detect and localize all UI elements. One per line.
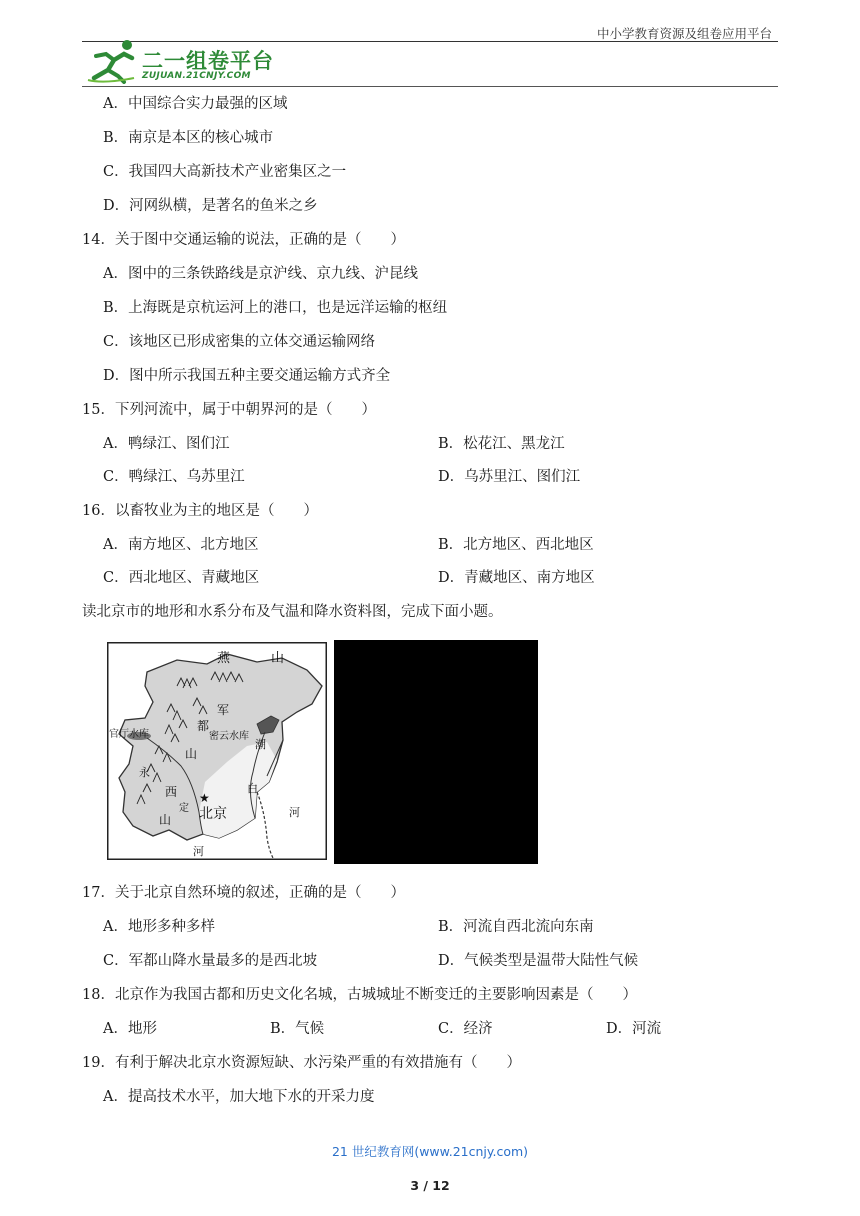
footer-website-link[interactable]: 21 世纪教育网(www.21cnjy.com)	[331, 1144, 529, 1159]
page-number: 3 / 12	[410, 1178, 450, 1193]
q14-option-d: D．图中所示我国五种主要交通运输方式齐全	[103, 368, 391, 384]
map-label-xi: 西	[165, 785, 178, 799]
map-label-jun: 军	[217, 703, 230, 717]
map-label-yong: 永	[139, 766, 150, 779]
q18-option-a: A．地形	[103, 1021, 157, 1037]
q16-option-c: C．西北地区、青藏地区	[103, 570, 260, 586]
q15-option-c: C．鸭绿江、乌苏里江	[103, 469, 245, 485]
q13-option-a: A．中国综合实力最强的区域	[103, 96, 288, 112]
site-logo[interactable]	[84, 38, 284, 84]
map-label-ding: 定	[179, 803, 189, 814]
map-label-guanting-reservoir: 官厅水库	[109, 729, 149, 740]
logo-subtitle: ZUJUAN.21CNJY.COM	[142, 71, 251, 81]
beijing-star-icon: ★	[199, 791, 210, 805]
q16-option-b: B．北方地区、西北地区	[438, 537, 594, 553]
header-divider-lower	[82, 86, 778, 87]
q16-option-d: D．青藏地区、南方地区	[438, 570, 595, 586]
map-label-miyun-reservoir: 密云水库	[209, 731, 249, 742]
map-label-du: 都	[197, 719, 210, 733]
map-label-he-south: 河	[193, 845, 204, 858]
q16-stem: 16．以畜牧业为主的地区是（ ）	[82, 503, 318, 519]
q17-option-d: D．气候类型是温带大陆性气候	[438, 953, 639, 969]
q18-option-d: D．河流	[606, 1021, 662, 1037]
map-label-shan-jundu: 山	[185, 747, 198, 761]
q18-option-b: B．气候	[270, 1021, 325, 1037]
q17-stem: 17．关于北京自然环境的叙述，正确的是（ ）	[82, 885, 405, 901]
q19-stem: 19．有利于解决北京水资源短缺、水污染严重的有效措施有（ ）	[82, 1055, 521, 1071]
q17-option-c: C．军都山降水量最多的是西北坡	[103, 953, 318, 969]
q18-stem: 18．北京作为我国古都和历史文化名城，古城城址不断变迁的主要影响因素是（ ）	[82, 987, 637, 1003]
passage-intro: 读北京市的地形和水系分布及气温和降水资料图，完成下面小题。	[82, 604, 503, 620]
q13-option-d: D．河网纵横，是著名的鱼米之乡	[103, 198, 318, 214]
map-label-shan-west: 山	[159, 813, 172, 827]
q16-option-a: A．南方地区、北方地区	[103, 537, 259, 553]
q14-option-b: B．上海既是京杭运河上的港口，也是远洋运输的枢纽	[103, 300, 448, 316]
q13-option-c: C．我国四大高新技术产业密集区之一	[103, 164, 347, 180]
q14-option-c: C．该地区已形成密集的立体交通运输网络	[103, 334, 376, 350]
q15-option-d: D．乌苏里江、图们江	[438, 469, 581, 485]
map-label-chao: 潮	[255, 738, 266, 751]
q19-option-a: A．提高技术水平，加大地下水的开采力度	[103, 1089, 375, 1105]
q13-option-b: B．南京是本区的核心城市	[103, 130, 274, 146]
q18-option-c: C．经济	[438, 1021, 493, 1037]
header-platform-text: 中小学教育资源及组卷应用平台	[596, 26, 772, 41]
q17-option-b: B．河流自西北流向东南	[438, 919, 594, 935]
beijing-terrain-map	[107, 642, 327, 860]
climate-chart-redacted	[334, 640, 538, 864]
map-label-yan: 燕	[217, 651, 231, 666]
beijing-map-svg	[107, 642, 327, 860]
q15-option-b: B．松花江、黑龙江	[438, 436, 565, 452]
q15-option-a: A．鸭绿江、图们江	[103, 436, 230, 452]
map-label-he-east: 河	[289, 806, 300, 819]
q14-stem: 14．关于图中交通运输的说法，正确的是（ ）	[82, 232, 405, 248]
map-label-bai: 白	[247, 782, 258, 795]
runner-logo-icon	[84, 38, 140, 84]
map-label-shan-north: 山	[271, 651, 285, 666]
q15-stem: 15．下列河流中，属于中朝界河的是（ ）	[82, 402, 376, 418]
q14-option-a: A．图中的三条铁路线是京沪线、京九线、沪昆线	[103, 266, 418, 282]
map-label-beijing: 北京	[199, 806, 227, 822]
q17-option-a: A．地形多种多样	[103, 919, 215, 935]
logo-title: 二一组卷平台	[142, 49, 274, 73]
